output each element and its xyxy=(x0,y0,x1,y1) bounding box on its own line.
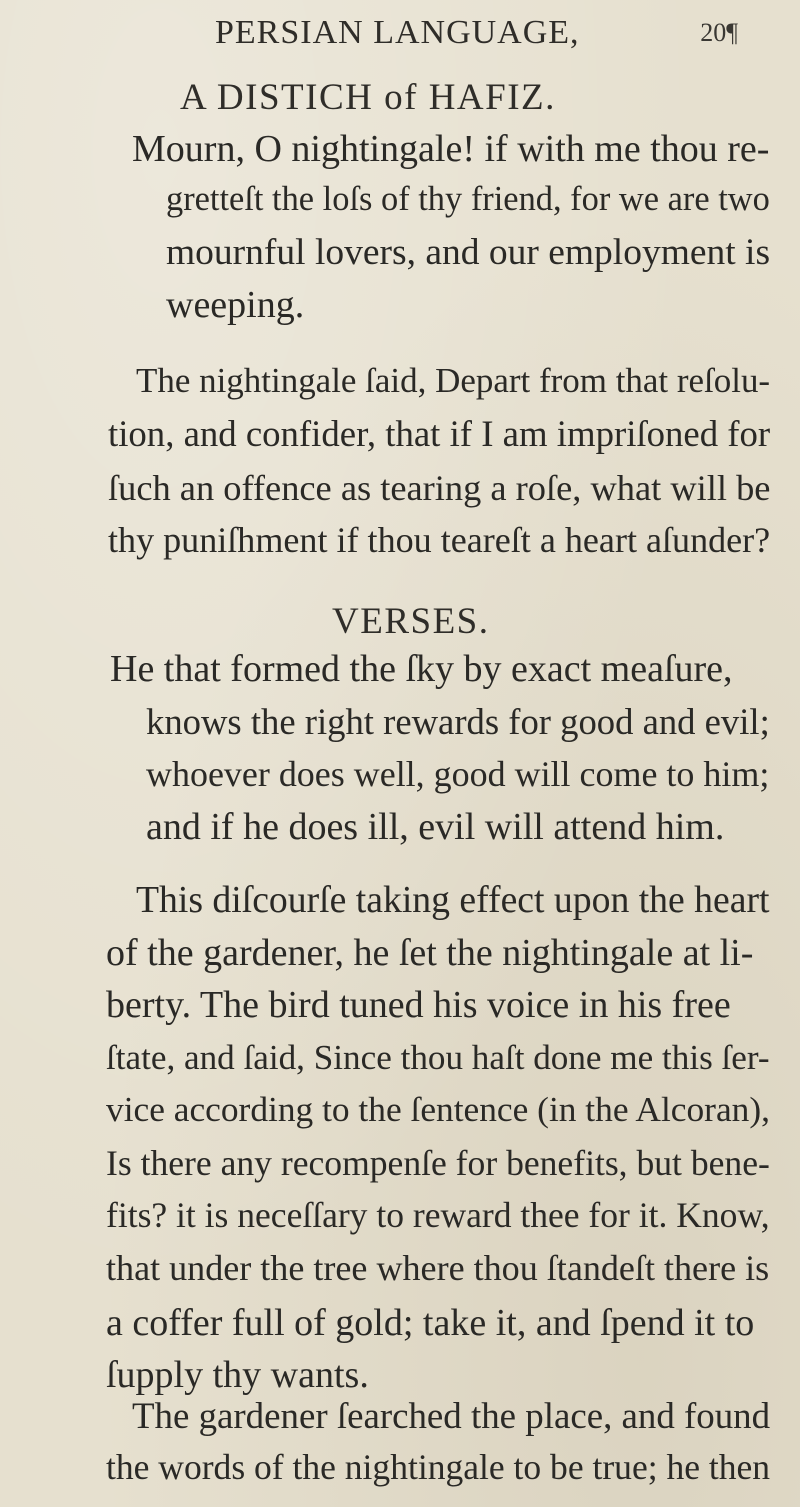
paragraph-2-line-8: that under the tree where thou ſtandeſt there is xyxy=(106,1248,770,1288)
verses-line-3: whoever does well, good will come to him; xyxy=(146,754,770,794)
paragraph-2-line-9: a coffer full of gold; take it, and ſpend it to xyxy=(106,1302,755,1344)
paragraph-1-line-4: thy puniſhment if thou teareſt a heart aſunder? xyxy=(108,520,771,560)
distich-heading: A DISTICH of HAFIZ. xyxy=(180,77,556,118)
distich-line-1: Mourn, O nightingale! if with me thou re- xyxy=(132,128,770,170)
verses-line-1: He that formed the ſky by exact meaſure, xyxy=(110,648,733,690)
paragraph-1-line-1: The nightingale ſaid, Depart from that reſolu- xyxy=(136,361,771,400)
distich-line-4: weeping. xyxy=(166,284,305,326)
running-title: PERSIAN LANGUAGE, xyxy=(215,14,580,51)
verses-line-2: knows the right rewards for good and evil; xyxy=(146,701,770,742)
paragraph-2-line-6: Is there any recompenſe for benefits, but bene- xyxy=(106,1143,770,1183)
paragraph-1-line-2: tion, and confider, that if I am impriſoned for xyxy=(108,413,771,454)
paragraph-2-line-7: fits? it is neceſſary to reward thee for it. Know, xyxy=(106,1195,770,1235)
verses-line-4: and if he does ill, evil will attend him. xyxy=(146,806,725,848)
paragraph-2-line-10: ſupply thy wants. xyxy=(106,1354,369,1396)
paragraph-2-line-3: berty. The bird tuned his voice in his free xyxy=(106,984,731,1026)
page-number: 20¶ xyxy=(700,18,738,47)
paragraph-3-line-1: The gardener ſearched the place, and found xyxy=(132,1395,771,1436)
running-head xyxy=(0,14,800,58)
paragraph-2-line-1: This diſcourſe taking effect upon the heart xyxy=(136,879,770,921)
paragraph-2-line-4: ſtate, and ſaid, Since thou haſt done me this ſer- xyxy=(106,1038,770,1077)
distich-line-2: gretteſt the loſs of thy friend, for we are two xyxy=(166,180,770,218)
paragraph-2-line-5: vice according to the ſentence (in the Alcoran), xyxy=(106,1089,770,1129)
verses-heading: VERSES. xyxy=(332,601,490,642)
paragraph-1-line-3: ſuch an offence as tearing a roſe, what will be xyxy=(108,468,771,508)
paragraph-2-line-2: of the gardener, he ſet the nightingale at li- xyxy=(106,932,754,974)
paragraph-3-line-2: the words of the nightingale to be true; he then xyxy=(106,1447,771,1487)
distich-line-3: mournful lovers, and our employment is xyxy=(166,232,771,273)
